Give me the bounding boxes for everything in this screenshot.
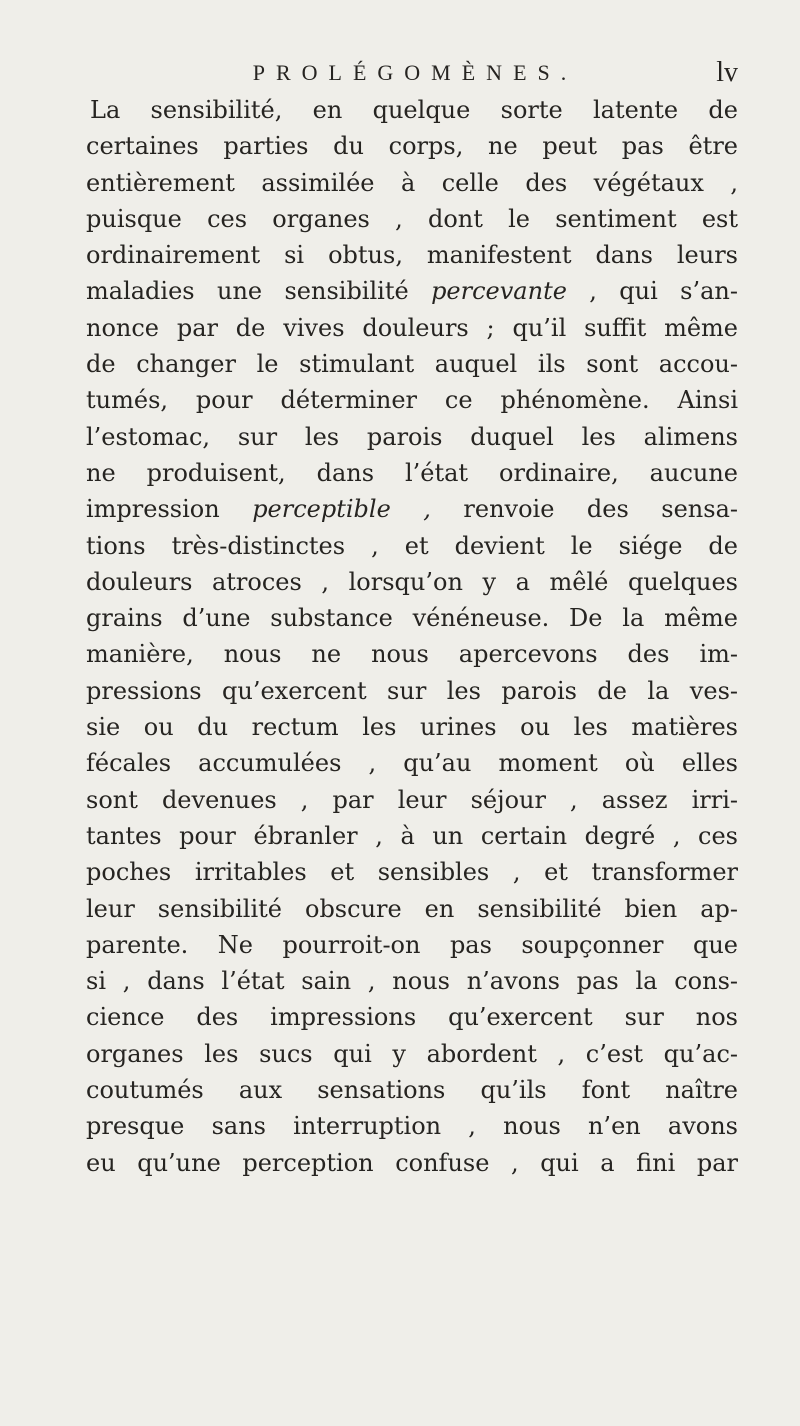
text-line: si , dans l’état sain , nous n’avons pas la cons- [86,967,738,996]
text-line: fécales accumulées , qu’au moment où elles [86,749,738,778]
text-line: pressions qu’exercent sur les parois de la ves- [86,676,738,705]
italic-term: perceptible , [252,495,431,524]
text-line: cience des impressions qu’exercent sur nos [86,1003,738,1032]
text-line: tions très-distinctes , et devient le siége de [86,531,738,560]
text-line: manière, nous ne nous apercevons des im- [86,640,738,669]
text-line: organes les sucs qui y abordent , c’est qu’ac- [86,1039,738,1068]
text-line: parente. Ne pourroit-on pas soupçonner que [86,930,738,959]
text-line: La sensibilité, en quelque sorte latente de [90,96,738,124]
page-header [92,57,738,89]
page-number: lv [716,57,738,88]
text-line: presque sans interruption , nous n’en avons [86,1112,738,1141]
text-line: douleurs atroces , lorsqu’on y a mêlé quelques [86,567,738,596]
text-line: ne produisent, dans l’état ordinaire, aucune [86,458,738,487]
text-line: l’estomac, sur les parois duquel les alimens [86,422,738,451]
body-paragraph [86,92,738,1181]
running-title: PROLÉGOMÈNES. [252,60,578,85]
text-line: impression perceptible , renvoie des sensa- [86,495,738,524]
text-line: leur sensibilité obscure en sensibilité bien ap- [86,894,738,923]
text-line: maladies une sensibilité percevante , qui s’an- [86,277,738,306]
text-line: sie ou du rectum les urines ou les matières [86,713,738,742]
text-line: nonce par de vives douleurs ; qu’il suffit même [86,313,738,342]
italic-term: percevante [431,277,567,306]
text-line: coutumés aux sensations qu’ils font naître [86,1076,738,1105]
text-line: tumés, pour déterminer ce phénomène. Ainsi [86,386,738,415]
text-line: tantes pour ébranler , à un certain degré , ces [86,821,738,850]
text-line: certaines parties du corps, ne peut pas être [86,132,738,161]
text-line: eu qu’une perception confuse , qui a fini par [86,1148,738,1177]
text-line: puisque ces organes , dont le sentiment est [86,204,738,233]
text-line: entièrement assimilée à celle des végétaux , [86,168,738,197]
text-line: de changer le stimulant auquel ils sont accou- [86,350,738,379]
text-line: grains d’une substance vénéneuse. De la même [86,604,738,633]
text-line: ordinairement si obtus, manifestent dans leurs [86,241,738,270]
text-line: sont devenues , par leur séjour , assez irri- [86,785,738,814]
text-line: poches irritables et sensibles , et transformer [86,858,738,887]
